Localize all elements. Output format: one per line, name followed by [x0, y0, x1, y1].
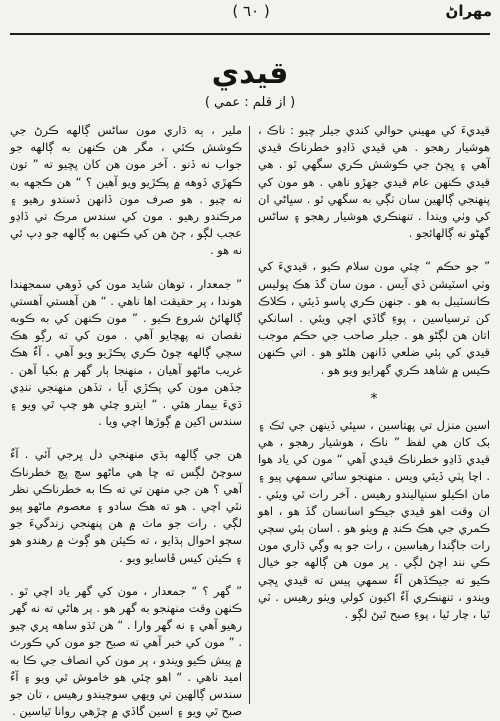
article-title: قيدي — [211, 56, 289, 91]
magazine-title: مهراڻ — [445, 2, 492, 20]
section-break: * — [370, 390, 378, 407]
page-number: ( ٦٠ ) — [232, 2, 270, 20]
paragraph: اسين منزل تي پهتاسين ، سڀئي ڏينهن جي ٿڪ ۽ بک کان هي لفظ ” ناڪ ، هوشيار رهجو ، هي قيدي ڏاڍو خطرناڪ قيدي آهي “ مون کي ياد هوا . اچا پٺي ڏيئي ويس . منهنجو ساٿي سمهي پيو ۽ مان اڪيلو سنڀاليندو رهيس . آخر رات ٿي ويئي . ان وقت اهو قيدي جيڪو اسانسان گڏ هو ، اهو ڪمري جي هڪ ڪنڊ ۾ ويٺو هو . اسان ٻئي سڄي رات جاڳندا رهياسين ، رات جو ٻه وڳي ڌاري مون ڪي نند اچڻ لڳي . پر مون هن ڳالهه جو خيال ڪيو ته جيڪڏهن آءٌ سمهي پيس ته قيدي ڀڄي ويندو ، تنهنڪري آءٌ اکيون کولي ويٺو رهيس . ٽي ٿيا ، چار ٿيا ، پوءِ صبح ٿيڻ لڳو . — [258, 417, 490, 622]
paragraph: ” جو حڪم “ چئي مون سلام ڪيو ، قيديءَ کي وٺي اسٽيشن ڏي آيس . مون سان گڏ هڪ پوليس ڪانسٽيبل به هو . جنهن ڪري پاسو ڏيئي ، ڪلاڪ کن ترسياسين ، پوءِ گاڏي اچي ويئي . اسانکي اتان هن لڳڻو هو . جيلر صاحب جي حڪم موجب قيدي کي ٻئي ضلعي ڏانهن هلڻو هو . اتي ڪنهن ڪيس ۾ شاهد ڪري گهرايو ويو هو . — [258, 259, 490, 377]
header-divider — [10, 33, 490, 35]
paragraph: ” گهر ؟ “ جمعدار ، مون کي گهر ياد اچي ٿو . ڪنهن وقت منهنجو به گهر هو . پر هاڻي ته نه گهر رهيو آهي ۽ نه گهر وارا . “ هن ٿڌو ساهه ڀري چيو . ” مون کي خبر آهي ته صبح جو مون کي ڪورٽ ۾ پيش ڪيو ويندو ، پر مون کي انصاف جي ڪا به اميد ناهي . “ اهو چئي هو خاموش ٿي ويو ۽ آءٌ سندس ڳالهين تي ويهي سوچيندو رهيس ، تان جو صبح ٿي ويو ۽ اسين گاڏي ۾ چڙهي روانا ٿياسين . — [10, 583, 242, 719]
paragraph: ” جمعدار ، توهان شايد مون کي ڏوهي سمجهندا هوندا ، پر حقيقت اها ناهي . “ هن آهستي آهستي ڳالهائڻ شروع ڪيو . ” مون ڪنهن کي به ڪوبه نقصان نه پهچايو آهي . مون کي ته رڳو هڪ سچي ڳالهه چوڻ ڪري پڪڙيو ويو آهي . آءٌ هڪ غريب ماڻهو آهيان ، منهنجا ٻار گهر ۾ بکيا آهن . جڏهن مون کي پڪڙي آيا ، تڏهن منهنجي ننڍي ڌيءَ بيمار هئي . “ ايترو چئي هو چپ ٿي ويو ۽ سندس اکين ۾ ڳوڙها اچي ويا . — [10, 276, 242, 429]
paragraph: هن جي ڳالهه ٻڌي منهنجي دل ڀرجي آئي . آءٌ سوچڻ لڳس ته ڇا هي ماڻهو سچ پچ خطرناڪ آهي ؟ هن جي منهن تي ته ڪا به خطرناڪي نظر نٿي اچي . هو ته هڪ سادو ۽ معصوم ماڻهو پيو لڳي . رات جو ماٺ ۾ هن پنهنجي زندگيءَ جو سڄو احوال ٻڌايو ، ته ڪيئن هو ڳوٺ ۾ رهندو هو ۽ ڪيئن کيس ڦاسايو ويو . — [10, 447, 242, 565]
paragraph: قيديءَ کي مهيني حوالي کندي جيلر چيو : ناڪ ، هوشيار رهجو . هي قيدي ڏاڍو خطرناڪ قيدي آهي ۽ ڀڄڻ جي ڪوشش ڪري سگهي ٿو . هي قيدي ڪنهن عام قيدي جهڙو ناهي . هو مون کي پنهنجي ڳالهين سان ٺڳي به سگهي ٿو . سڀاڻي ان کي وٺي ويندا . تنهنڪري هوشيار رهجو ۽ ساڻس گهڻو نه ڳالهائجو . — [258, 123, 490, 241]
left-column — [10, 122, 242, 719]
paragraph: ملير ، ٻه ڌاري مون ساڻس ڳالهه ڪرڻ جي ڪوشش ڪئي ، مگر هن ڪنهن به ڳالهه جو جواب نه ڏنو . آخر مون هن کان پڇيو ته ” تون ڪهڙي ڏوهه ۾ پڪڙيو ويو آهين ؟ “ هن ڪجهه به نه چيو . هو صرف مون ڏانهن ڏسندو رهيو ۽ مرڪندو رهيو . مون کي سندس مرڪ تي ڏاڍو عجب لڳو ، ڄڻ هن کي ڪنهن به ڳالهه جو ڊپ ئي نه هو . — [10, 123, 242, 258]
article-byline: ( از قلم : عمي ) — [204, 95, 296, 110]
right-column — [258, 122, 490, 710]
column-divider — [249, 126, 250, 704]
